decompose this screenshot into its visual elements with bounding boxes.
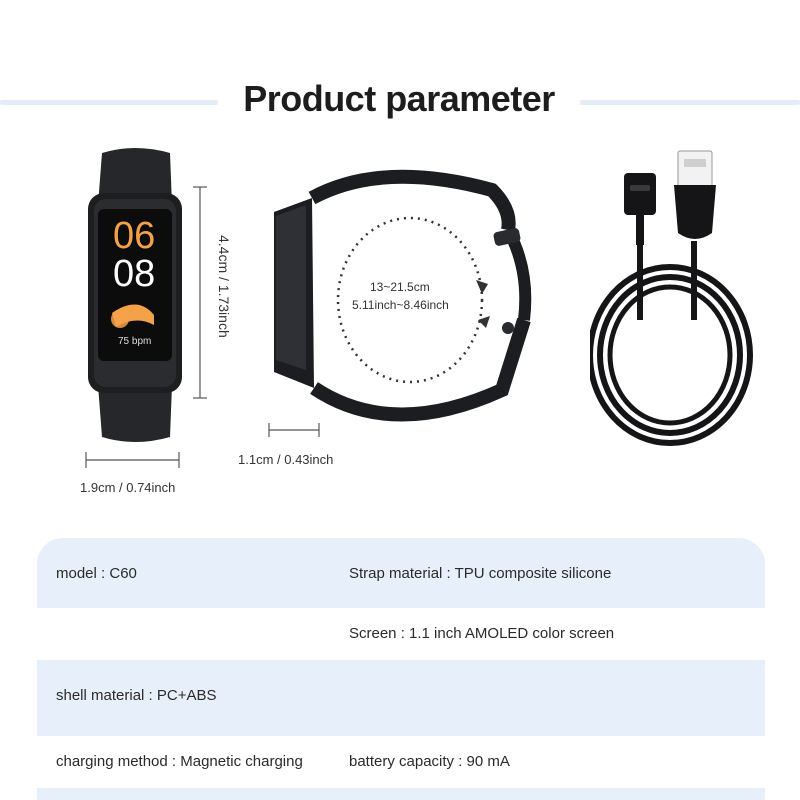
- spec-charging-method: charging method : Magnetic charging: [56, 753, 303, 770]
- watch-hour: 06: [113, 215, 156, 257]
- charging-cable-image: [590, 145, 765, 450]
- page-title: Product parameter: [243, 78, 555, 119]
- spec-strap-material: Strap material : TPU composite silicone: [349, 565, 612, 582]
- spec-screen: Screen : 1.1 inch AMOLED color screen: [349, 625, 615, 642]
- spec-row-2: [37, 608, 765, 660]
- heart-rate-readout: 75 bpm: [118, 336, 152, 347]
- title-divider-right: [580, 100, 800, 105]
- spec-table: [37, 538, 765, 800]
- height-dimension-label: 4.4cm / 1.73inch: [216, 235, 232, 338]
- thickness-dimension-line: [268, 422, 320, 438]
- spec-battery-capacity: battery capacity : 90 mA: [349, 753, 510, 770]
- strap-length-cm: 13~21.5cm: [370, 280, 430, 294]
- spec-row-1: [37, 548, 765, 600]
- width-dimension-label: 1.9cm / 0.74inch: [80, 480, 176, 495]
- strap-length-inch: 5.11inch~8.46inch: [352, 298, 449, 312]
- watch-minute: 08: [113, 253, 156, 295]
- product-illustrations: [0, 140, 800, 510]
- width-dimension-line: [85, 450, 180, 470]
- spec-model: model : C60: [56, 565, 137, 582]
- header: [0, 72, 800, 132]
- thickness-dimension-label: 1.1cm / 0.43inch: [238, 452, 334, 467]
- spec-row-3: [37, 670, 765, 722]
- spec-shell-material: shell material : PC+ABS: [56, 687, 217, 704]
- title-divider-left: [0, 100, 218, 105]
- height-dimension-line: [190, 185, 210, 400]
- spec-row-4: [37, 736, 765, 788]
